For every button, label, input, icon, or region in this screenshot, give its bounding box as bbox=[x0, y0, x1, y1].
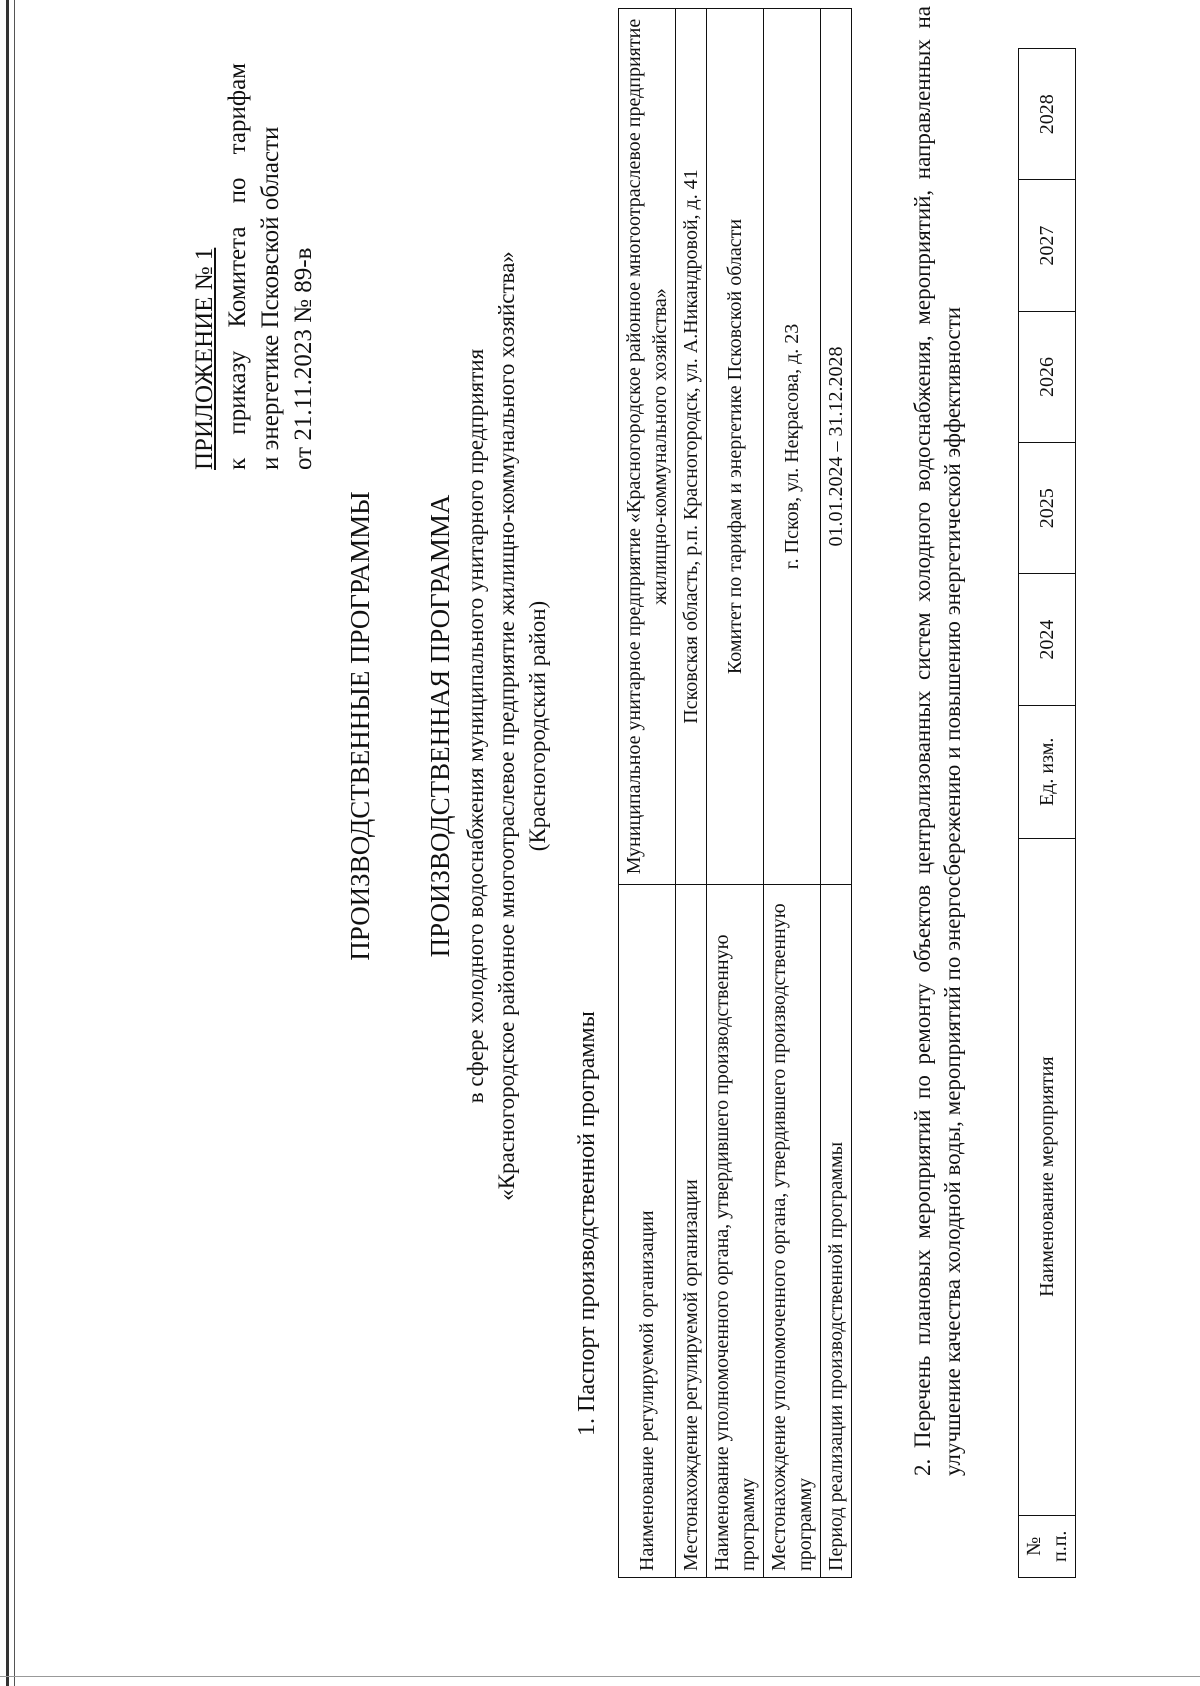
header-year: 2026 bbox=[1019, 311, 1076, 442]
table-header-row bbox=[1019, 49, 1076, 1578]
appendix-block bbox=[188, 50, 320, 470]
activities-table bbox=[1018, 48, 1076, 1578]
header-year: 2024 bbox=[1019, 574, 1076, 705]
appendix-word: Комитета bbox=[224, 226, 251, 328]
passport-table bbox=[618, 8, 852, 1578]
subtitle-line: (Красногородский район) bbox=[525, 600, 550, 852]
row-value: 01.01.2024 – 31.12.2028 bbox=[821, 9, 852, 885]
row-label: Местонахождение регулируемой организации bbox=[676, 885, 707, 1578]
table-row bbox=[764, 9, 821, 1578]
appendix-line2: и энергетике Псковской области bbox=[257, 126, 284, 470]
table-row bbox=[821, 9, 852, 1578]
program-subtitle bbox=[460, 0, 553, 1466]
appendix-line1 bbox=[221, 63, 254, 470]
row-label: Наименование уполномоченного органа, утвердившего производственную программу bbox=[707, 885, 764, 1578]
row-label: Период реализации производственной программы bbox=[821, 885, 852, 1578]
appendix-title: ПРИЛОЖЕНИЕ № 1 bbox=[191, 247, 218, 470]
row-value: Муниципальное унитарное предприятие «Красногородское районное многоотраслевое предприятие жилищно-коммунального хозяйства» bbox=[619, 9, 676, 885]
appendix-word: к bbox=[224, 457, 251, 470]
row-value: Комитет по тарифам и энергетике Псковской области bbox=[707, 9, 764, 885]
appendix-word: приказу bbox=[224, 350, 251, 435]
row-label: Местонахождение уполномоченного органа, утвердившего производственную программу bbox=[764, 885, 821, 1578]
table-row bbox=[707, 9, 764, 1578]
appendix-word: тарифам bbox=[224, 63, 251, 155]
appendix-word: по bbox=[224, 177, 251, 204]
header-num: № п.п. bbox=[1019, 1515, 1076, 1577]
header-year: 2027 bbox=[1019, 180, 1076, 311]
table-row bbox=[676, 9, 707, 1578]
main-title: ПРОИЗВОДСТВЕННЫЕ ПРОГРАММЫ bbox=[345, 491, 375, 961]
appendix-line3: от 21.11.2023 № 89-в bbox=[290, 247, 317, 470]
header-year: 2025 bbox=[1019, 443, 1076, 574]
header-year: 2028 bbox=[1019, 49, 1076, 180]
row-label: Наименование регулируемой организации bbox=[619, 885, 676, 1578]
subtitle-line: «Красногородское районное многоотраслевое предприятие жилищно-коммунального хозяйства» bbox=[494, 251, 519, 1201]
row-value: Псковская область, р.п. Красногородск, ул. А.Никандровой, д. 41 bbox=[676, 9, 707, 885]
table-row bbox=[619, 9, 676, 1578]
header-unit: Ед. изм. bbox=[1019, 705, 1076, 838]
row-value: г. Псков, ул. Некрасова, д. 23 bbox=[764, 9, 821, 885]
subtitle-line: в сфере холодного водоснабжения муниципального унитарного предприятия bbox=[463, 348, 488, 1104]
program-title: ПРОИЗВОДСТВЕННАЯ ПРОГРАММА bbox=[425, 494, 455, 958]
section2-title: 2. Перечень плановых мероприятий по ремонту объектов централизованных систем холодного водоснабжения, мероприятий, направленных на улучшение качества холодной воды, мероприятий по энергосбережению и повышению энергетической эффективности bbox=[910, 6, 965, 1476]
section1-title: 1. Паспорт производственной программы bbox=[574, 1011, 600, 1436]
header-name: Наименование мероприятия bbox=[1019, 838, 1076, 1515]
